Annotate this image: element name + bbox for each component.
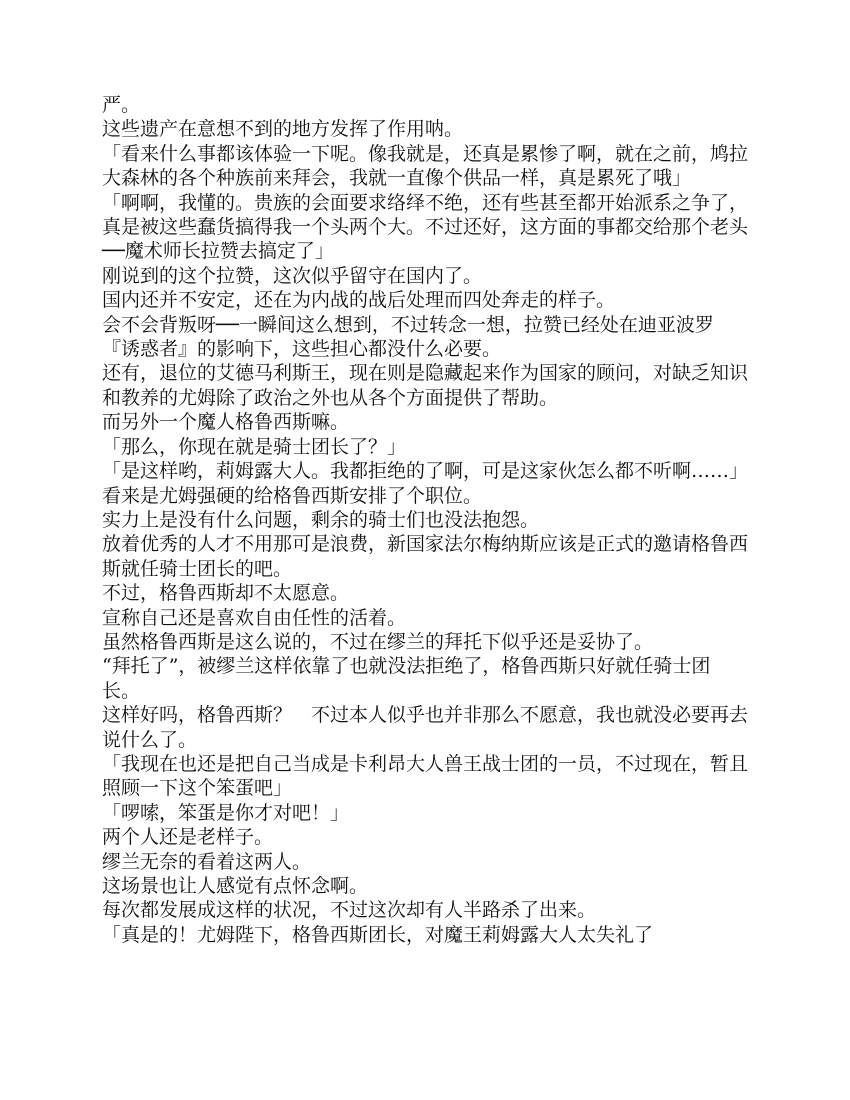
paragraph: 放着优秀的人才不用那可是浪费，新国家法尔梅纳斯应该是正式的邀请格鲁西斯就任骑士团长的吧。 [102, 533, 749, 580]
paragraph: 「啰嗦，笨蛋是你才对吧！」 [102, 801, 350, 824]
document-body [102, 93, 748, 947]
paragraph: 「啊啊，我懂的。贵族的会面要求络绎不绝，还有些甚至都开始派系之争了，真是被这些蠢货搞得我一个头两个大。不过还好，这方面的事都交给那个老头──魔术师长拉赞去搞定了」 [102, 191, 749, 263]
paragraph: 国内还并不安定，还在为内战的战后处理而四处奔走的样子。 [102, 289, 616, 312]
paragraph: 「真是的！尤姆陛下，格鲁西斯团长，对魔王莉姆露大人太失礼了 [102, 923, 654, 946]
paragraph: 这样好吗，格鲁西斯？ 不过本人似乎也并非那么不愿意，我也就没必要再去说什么了。 [102, 704, 749, 751]
paragraph: 「我现在也还是把自己当成是卡利昂大人兽王战士团的一员，不过现在，暂且照顾一下这个笨蛋吧」 [102, 752, 749, 800]
paragraph: 刚说到的这个拉赞，这次似乎留守在国内了。 [102, 264, 483, 287]
paragraph: 严。 [102, 94, 141, 116]
paragraph: 宣称自己还是喜欢自由任性的活着。 [102, 606, 407, 629]
paragraph: 两个人还是老样子。 [102, 826, 274, 849]
paragraph: 每次都发展成这样的状况，不过这次却有人半路杀了出来。 [102, 899, 597, 922]
paragraph: 实力上是没有什么问题，剩余的骑士们也没法抱怨。 [102, 508, 540, 531]
paragraph: 还有，退位的艾德马利斯王，现在则是隐藏起来作为国家的顾问，对缺乏知识和教养的尤姆除了政治之外也从各个方面提供了帮助。 [102, 362, 749, 409]
paragraph: 缪兰无奈的看着这两人。 [102, 850, 312, 873]
paragraph: 这些遗产在意想不到的地方发挥了作用呐。 [102, 118, 464, 141]
paragraph: 不过，格鲁西斯却不太愿意。 [102, 582, 350, 605]
paragraph: 看来是尤姆强硬的给格鲁西斯安排了个职位。 [102, 484, 483, 507]
paragraph: “拜托了”，被缪兰这样依靠了也就没法拒绝了，格鲁西斯只好就任骑士团长。 [102, 655, 711, 702]
paragraph: 「看来什么事都该体验一下呢。像我就是，还真是累惨了啊，就在之前，鸠拉大森林的各个种族前来拜会，我就一直像个供品一样，真是累死了哦」 [102, 142, 749, 190]
paragraph: 会不会背叛呀──一瞬间这么想到，不过转念一想，拉赞已经处在迪亚波罗『诱惑者』的影响下，这些担心都没什么必要。 [102, 313, 714, 361]
paragraph: 而另外一个魔人格鲁西斯嘛。 [102, 411, 350, 434]
paragraph: 「那么，你现在就是骑士团长了？」 [102, 435, 407, 458]
paragraph: 「是这样哟，莉姆露大人。我都拒绝的了啊，可是这家伙怎么都不听啊……」 [102, 460, 749, 483]
paragraph: 这场景也让人感觉有点怀念啊。 [102, 875, 369, 897]
paragraph: 虽然格鲁西斯是这么说的，不过在缪兰的拜托下似乎还是妥协了。 [102, 630, 654, 653]
